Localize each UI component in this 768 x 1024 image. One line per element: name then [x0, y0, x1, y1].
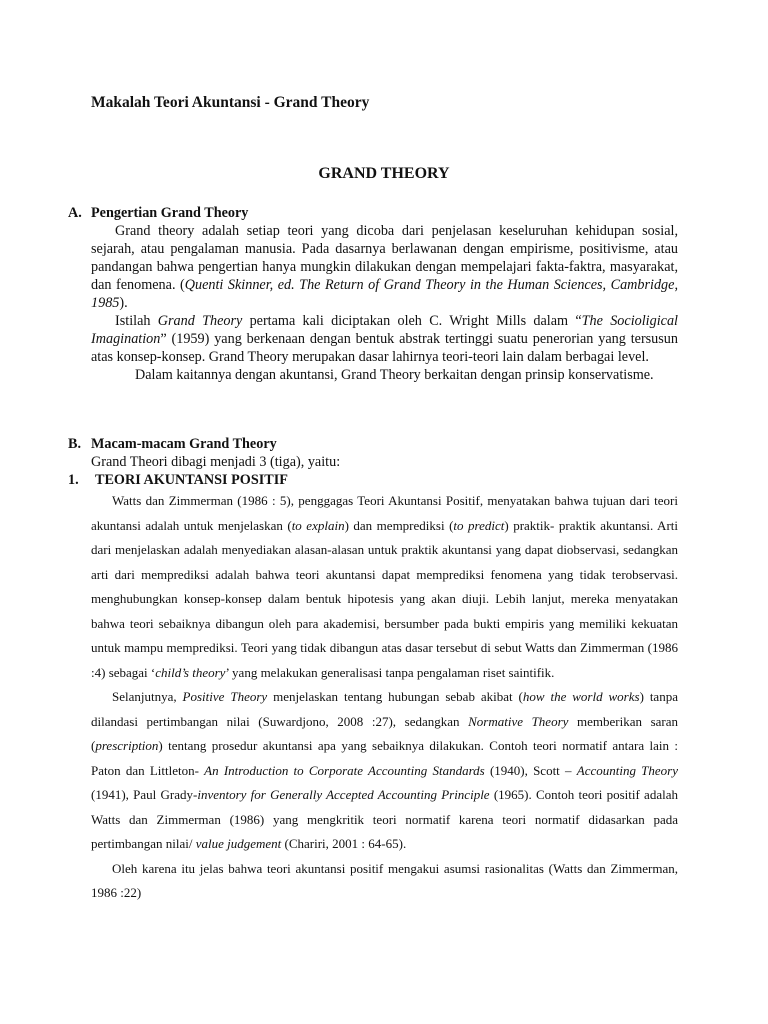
- section-b: [68, 435, 678, 906]
- term-italic: to explain: [291, 517, 345, 533]
- term-italic: Positive Theory: [182, 689, 268, 704]
- text-run: ) tentang prosedur akuntansi apa yang sebaiknya dilakukan. Contoh teori normatif antara lain : Paton dan Littleton-: [91, 738, 678, 778]
- book-title-italic: An Introduction to Corporate Accounting Standards: [204, 762, 485, 778]
- text-run: ) dan memprediksi (: [344, 517, 454, 533]
- text-run: Watts dan Zimmerman (1986 : 5), penggagas Teori Akuntansi Positif, menyatakan bahwa tujuan dari teori akuntansi adalah untuk menjelaskan (: [91, 493, 678, 533]
- term-italic: Normative Theory: [468, 713, 569, 729]
- section-b-intro: Grand Theori dibagi menjadi 3 (tiga), yaitu:: [91, 454, 341, 470]
- item-1-paragraph-2: [91, 685, 678, 857]
- main-heading: GRAND THEORY: [318, 165, 450, 182]
- book-title-italic: inventory for Generally Accepted Accounting Principle: [197, 787, 490, 802]
- item-1-heading: [68, 471, 678, 489]
- section-b-title: Macam-macam Grand Theory: [91, 436, 277, 452]
- text-run: (Chariri, 2001 : 64-65).: [281, 836, 407, 851]
- section-a: [68, 204, 678, 384]
- section-a-number: A.: [68, 205, 82, 221]
- text-run: ).: [119, 295, 128, 311]
- section-b-number: B.: [68, 436, 82, 452]
- term-italic: value judgement: [195, 836, 282, 851]
- text-run: (1941), Paul Grady-: [91, 787, 198, 802]
- section-a-paragraph-1: [91, 222, 678, 312]
- text-run: (1965). Contoh teori positif adalah Watts dan Zimmerman (1986) yang mengkritik teori normatif karena teori normatif didasarkan pada pertimbangan nilai/: [91, 787, 678, 851]
- section-a-paragraph-2: [91, 312, 678, 366]
- item-1-paragraph-1: [91, 489, 678, 685]
- item-1-paragraph-3: Oleh karena itu jelas bahwa teori akuntansi positif mengakui asumsi rasionalitas (Watts dan Zimmerman, 1986 :22): [91, 860, 678, 900]
- book-title-italic: Accounting Theory: [576, 762, 679, 778]
- term-italic: child’s theory: [155, 664, 226, 680]
- text-run: (1940), Scott –: [484, 762, 577, 778]
- section-b-heading: [68, 435, 678, 453]
- book-title-italic: The Socioligical Imagination: [91, 313, 678, 347]
- term-italic: Grand Theory: [157, 313, 243, 329]
- section-a-heading: [68, 204, 678, 222]
- text-run: menjelaskan tentang hubungan sebab akibat (: [267, 689, 523, 704]
- text-run: memberikan saran (: [91, 713, 679, 753]
- text-run: ’ yang melakukan generalisasi tanpa pengalaman riset saintifik.: [225, 664, 555, 680]
- text-run: ) praktik- praktik akuntansi. Arti dari menjelaskan adalah menyediakan alasan-alasan untuk praktik akuntansi yang dapat diobservasi, sedangkan arti dari memprediksi adalah bahwa teori akuntansi dapat memprediksi fenomena yang tidak terobservasi. menghubungkan konsep-konsep dalam bentuk hipotesis yang akan diuji. Lebih lanjut, mereka menyatakan bahwa teori sebaiknya dibangun oleh para akademisi, bersumber pada bukti empiris yang memiliki kekuatan untuk mampu memprediksi. Teori yang tidak dibangun atas dasar tersebut di sebut Watts dan Zimmerman (1986 :4) sebagai ‘: [91, 517, 678, 680]
- section-a-paragraph-3: Dalam kaitannya dengan akuntansi, Grand Theory berkaitan dengan prinsip konservatisme.: [135, 367, 654, 383]
- text-run: Istilah: [115, 313, 158, 329]
- document-title: Makalah Teori Akuntansi - Grand Theory: [91, 94, 370, 111]
- text-run: pertama kali diciptakan oleh C. Wright Mills dalam “: [242, 313, 582, 329]
- term-italic: to predict: [453, 517, 505, 533]
- term-italic: prescription: [95, 738, 159, 753]
- text-run: ) tanpa dilandasi pertimbangan nilai (Suwardjono, 2008 :27), sedangkan: [91, 689, 678, 729]
- citation-italic: Quenti Skinner, ed. The Return of Grand Theory in the Human Sciences, Cambridge, 1985: [91, 277, 678, 311]
- term-italic: how the world works: [522, 689, 640, 704]
- item-1-number: 1.: [68, 472, 79, 488]
- section-a-title: Pengertian Grand Theory: [91, 205, 249, 221]
- item-1-title: TEORI AKUNTANSI POSITIF: [95, 472, 288, 488]
- text-run: Selanjutnya,: [112, 689, 183, 704]
- text-run: Grand theory adalah setiap teori yang dicoba dari penjelasan keseluruhan kehidupan sosial, sejarah, atau pengalaman manusia. Pada dasarnya berlawanan dengan empirisme, positivisme, atau pandangan bahwa pengertian hanya mungkin dilakukan dengan mempelajari fakta-faktra, masyarakat, dan fenomena. (: [91, 223, 678, 293]
- text-run: ” (1959) yang berkenaan dengan bentuk abstrak tertinggi suatu penerorian yang tersusun atas konsep-konsep. Grand Theory merupakan dasar lahirnya teori-teori lain dalam berbagai level.: [91, 331, 678, 365]
